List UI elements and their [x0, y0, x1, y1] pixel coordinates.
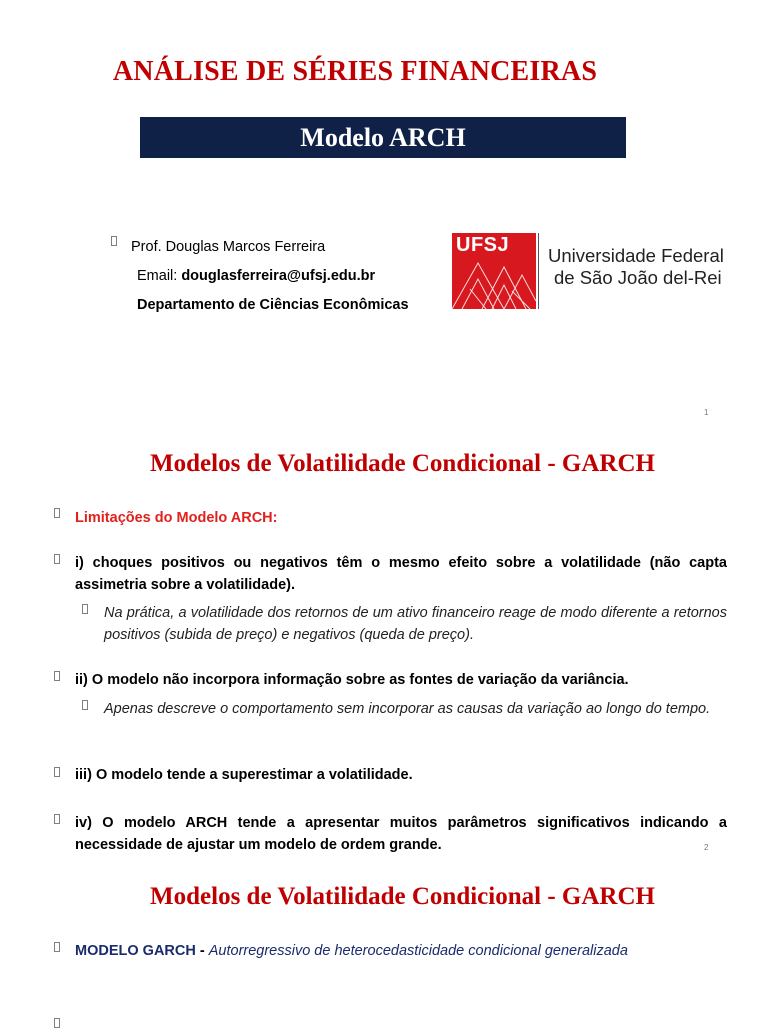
garch-dash: -	[195, 943, 209, 959]
limitation-item-2: ii) O modelo não incorpora informação sobre as fontes de variação da variância.	[75, 672, 629, 688]
slide-title: Modelos de Volatilidade Condicional - GARCH	[150, 450, 655, 477]
logo-mark	[452, 233, 536, 309]
professor-name: Prof. Douglas Marcos Ferreira	[131, 239, 326, 255]
mountain-lines-icon	[452, 233, 536, 309]
slide-title: Modelos de Volatilidade Condicional - GARCH	[150, 883, 655, 910]
bullet-square-icon	[54, 767, 60, 777]
garch-label: MODELO GARCH	[75, 943, 196, 959]
garch-definition	[75, 940, 727, 962]
contact-block	[131, 233, 409, 320]
subtitle-banner: Modelo ARCH	[140, 117, 626, 158]
slide-2	[0, 430, 768, 860]
bullet-square-icon	[111, 236, 117, 246]
main-title: ANÁLISE DE SÉRIES FINANCEIRAS	[112, 56, 598, 87]
limitation-item-1: i) choques positivos ou negativos têm o mesmo efeito sobre a volatilidade (não capta assimetria sobre a volatilidade).	[75, 555, 727, 593]
logo-abbreviation: UFSJ	[456, 234, 510, 256]
email-line	[131, 262, 409, 291]
page-number: 1	[704, 408, 709, 417]
department-name: Departamento de Ciências Econômicas	[137, 297, 409, 313]
email-label: Email:	[137, 268, 182, 284]
page-number: 2	[704, 843, 709, 852]
limitation-item-4: iv) O modelo ARCH tende a apresentar muitos parâmetros significativos indicando a necessidade de ajustar um modelo de ordem grande.	[75, 815, 727, 853]
limitation-item-2-detail: Apenas descreve o comportamento sem incorporar as causas da variação ao longo do tempo.	[104, 701, 711, 717]
email-address: douglasferreira@ufsj.edu.br	[181, 268, 376, 284]
logo-divider	[538, 233, 539, 309]
bullet-square-icon	[54, 671, 60, 681]
bullet-square-icon	[82, 700, 88, 710]
limitations-heading: Limitações do Modelo ARCH:	[75, 510, 278, 526]
bullet-square-icon	[82, 604, 88, 614]
limitation-item-1-detail: Na prática, a volatilidade dos retornos de um ativo financeiro reage de modo diferente a retornos positivos (subida de preço) e negativos (queda de preço).	[104, 605, 727, 643]
limitation-item-3: iii) O modelo tende a superestimar a volatilidade.	[75, 767, 413, 783]
bullet-square-icon	[54, 508, 60, 518]
university-logo	[452, 233, 724, 311]
slide-3	[0, 860, 768, 1024]
bullet-square-icon	[54, 942, 60, 952]
logo-university-name: Universidade Federal de São João del-Rei	[548, 245, 724, 288]
slide-1	[0, 0, 768, 430]
bullet-square-icon	[54, 554, 60, 564]
bullet-square-icon	[54, 814, 60, 824]
garch-description: Autorregressivo de heterocedasticidade condicional generalizada	[208, 943, 628, 959]
bullet-square-icon	[54, 1018, 60, 1028]
